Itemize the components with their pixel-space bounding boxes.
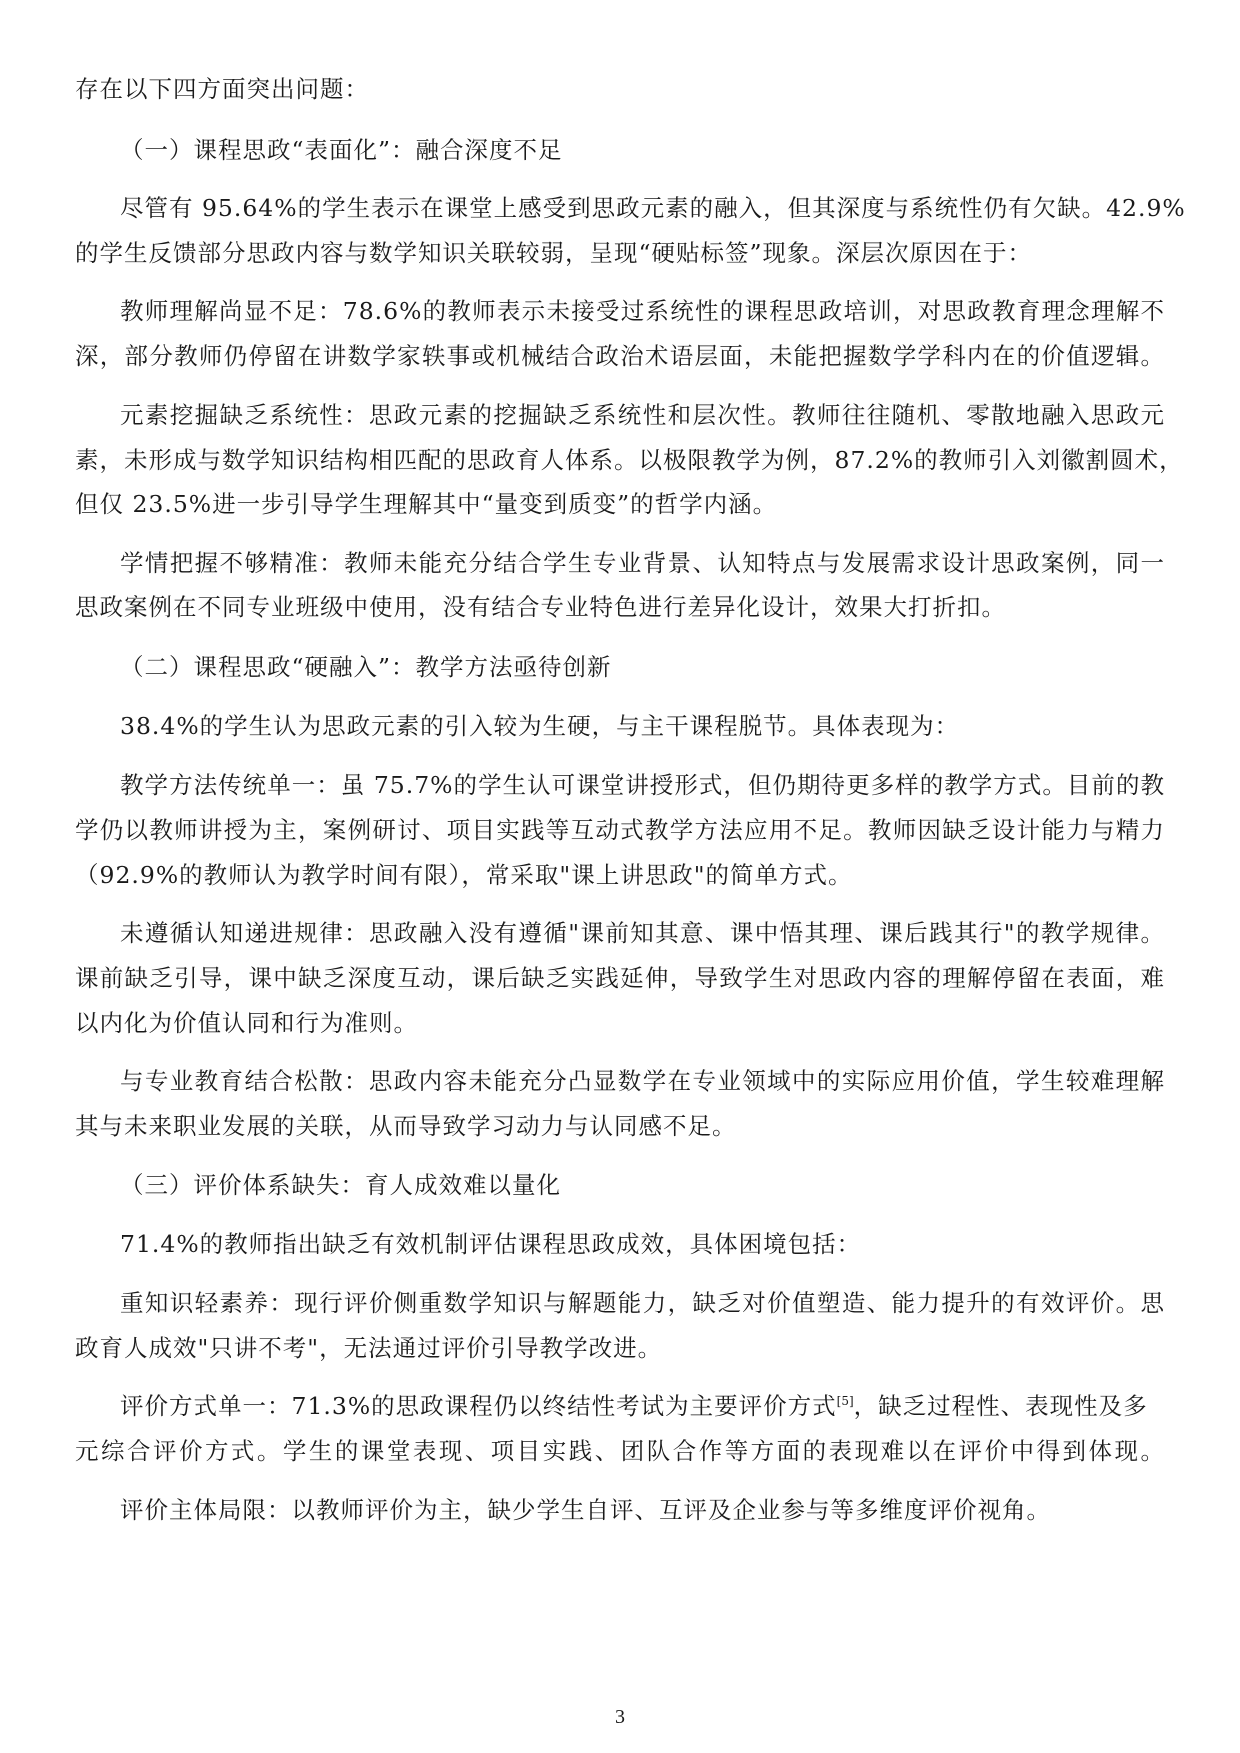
text-line: （92.9%的教师认为教学时间有限），常采取"课上讲思政"的简单方式。 — [75, 861, 853, 889]
text-line: 思政案例在不同专业班级中使用，没有结合专业特色进行差异化设计，效果大打折扣。 — [75, 593, 1006, 621]
text-line: 教师理解尚显不足：78.6%的教师表示未接受过系统性的课程思政培训，对思政教育理念理解不 — [120, 297, 1165, 325]
text-line: 素，未形成与数学知识结构相匹配的思政育人体系。以极限教学为例，87.2%的教师引入刘徽割圆术， — [75, 446, 1184, 474]
citation-reference[interactable]: [5] — [836, 1394, 854, 1409]
text-line: 但仅 23.5%进一步引导学生理解其中“量变到质变”的哲学内涵。 — [75, 490, 778, 518]
text-line: 元综合评价方式。学生的课堂表现、项目实践、团队合作等方面的表现难以在评价中得到体现。 — [75, 1437, 1165, 1465]
text-line: 学仍以教师讲授为主，案例研讨、项目实践等互动式教学方法应用不足。教师因缺乏设计能力与精力 — [75, 816, 1165, 844]
section-heading-1: （一）课程思政“表面化”：融合深度不足 — [120, 136, 563, 164]
text-line: 评价主体局限：以教师评价为主，缺少学生自评、互评及企业参与等多维度评价视角。 — [120, 1496, 1051, 1524]
section-heading-2: （二）课程思政“硬融入”：教学方法亟待创新 — [120, 653, 612, 681]
text-line: 深，部分教师仍停留在讲数学家轶事或机械结合政治术语层面，未能把握数学学科内在的价值逻辑。 — [75, 342, 1165, 370]
text-line: 重知识轻素养：现行评价侧重数学知识与解题能力，缺乏对价值塑造、能力提升的有效评价。思 — [120, 1289, 1165, 1317]
text-line: 元素挖掘缺乏系统性：思政元素的挖掘缺乏系统性和层次性。教师往往随机、零散地融入思政元 — [120, 401, 1165, 429]
text-line: 其与未来职业发展的关联，从而导致学习动力与认同感不足。 — [75, 1112, 737, 1140]
text-line: 存在以下四方面突出问题： — [75, 75, 369, 103]
text-line: 的学生反馈部分思政内容与数学知识关联较弱，呈现“硬贴标签”现象。深层次原因在于： — [75, 239, 1033, 267]
text-line: 尽管有 95.64%的学生表示在课堂上感受到思政元素的融入，但其深度与系统性仍有欠缺。42.9% — [120, 194, 1186, 222]
text-line: 与专业教育结合松散：思政内容未能充分凸显数学在专业领域中的实际应用价值，学生较难理解 — [120, 1067, 1165, 1095]
text-line: 以内化为价值认同和行为准则。 — [75, 1009, 418, 1037]
section-heading-3: （三）评价体系缺失：育人成效难以量化 — [120, 1171, 561, 1199]
text-line: 学情把握不够精准：教师未能充分结合学生专业背景、认知特点与发展需求设计思政案例，同一 — [120, 549, 1165, 577]
text-segment: 评价方式单一：71.3%的思政课程仍以终结性考试为主要评价方式 — [120, 1392, 837, 1420]
page-number: 3 — [615, 1706, 625, 1728]
text-line: 政育人成效"只讲不考"，无法通过评价引导教学改进。 — [75, 1334, 663, 1362]
text-line: 未遵循认知递进规律：思政融入没有遵循"课前知其意、课中悟其理、课后践其行"的教学规律。 — [120, 919, 1165, 947]
text-line: 教学方法传统单一：虽 75.7%的学生认可课堂讲授形式，但仍期待更多样的教学方式。目前的教 — [120, 771, 1165, 799]
text-segment: ，缺乏过程性、表现性及多 — [853, 1392, 1148, 1420]
text-line: 课前缺乏引导，课中缺乏深度互动，课后缺乏实践延伸，导致学生对思政内容的理解停留在表面，难 — [75, 964, 1165, 992]
text-line: 71.4%的教师指出缺乏有效机制评估课程思政成效，具体困境包括： — [120, 1230, 862, 1258]
text-line-with-citation — [120, 1391, 1148, 1421]
text-line: 38.4%的学生认为思政元素的引入较为生硬，与主干课程脱节。具体表现为： — [120, 712, 960, 740]
